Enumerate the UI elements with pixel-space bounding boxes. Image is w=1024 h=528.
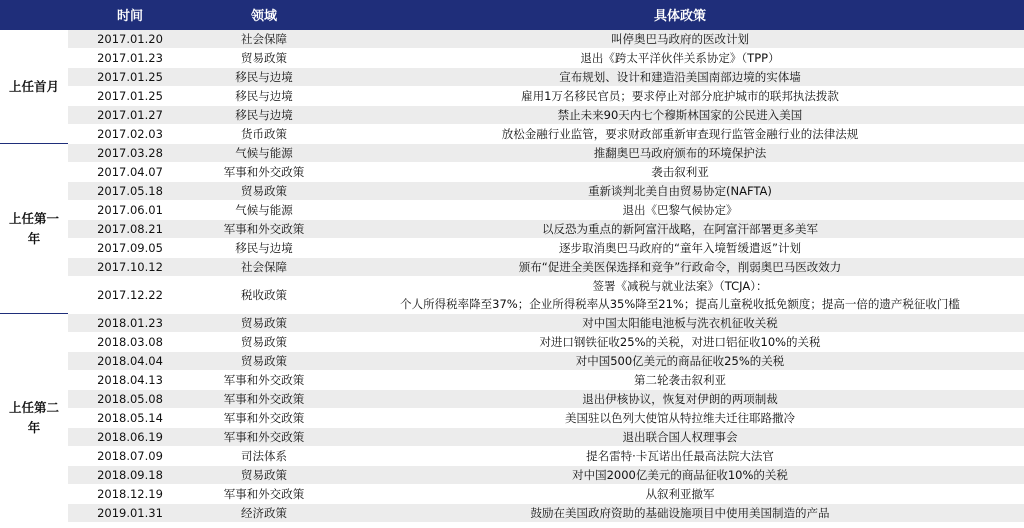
table-header-row bbox=[0, 0, 1024, 30]
policy-cell: 对中国500亿美元的商品征收25%的关税 bbox=[336, 352, 1024, 371]
area-cell: 贸易政策 bbox=[192, 182, 336, 201]
area-cell: 移民与边境 bbox=[192, 106, 336, 125]
area-cell: 贸易政策 bbox=[192, 352, 336, 371]
table-body bbox=[0, 30, 1024, 523]
header-policy: 具体政策 bbox=[336, 0, 1024, 30]
table-row bbox=[0, 258, 1024, 277]
policy-cell: 逐步取消奥巴马政府的“童年入境暂缓遣返”计划 bbox=[336, 239, 1024, 258]
table-row bbox=[0, 125, 1024, 144]
table-row bbox=[0, 87, 1024, 106]
date-cell: 2019.01.31 bbox=[68, 504, 192, 523]
period-label: 上任第一年 bbox=[0, 144, 68, 314]
area-cell: 气候与能源 bbox=[192, 201, 336, 220]
table-row bbox=[0, 390, 1024, 409]
policy-cell: 退出伊核协议，恢复对伊朗的两项制裁 bbox=[336, 390, 1024, 409]
date-cell: 2017.06.01 bbox=[68, 201, 192, 220]
area-cell: 军事和外交政策 bbox=[192, 409, 336, 428]
date-cell: 2017.02.03 bbox=[68, 125, 192, 144]
date-cell: 2018.05.08 bbox=[68, 390, 192, 409]
area-cell: 货币政策 bbox=[192, 125, 336, 144]
area-cell: 贸易政策 bbox=[192, 466, 336, 485]
table-row bbox=[0, 163, 1024, 182]
date-cell: 2018.04.13 bbox=[68, 371, 192, 390]
table-row bbox=[0, 182, 1024, 201]
date-cell: 2018.07.09 bbox=[68, 447, 192, 466]
area-cell: 军事和外交政策 bbox=[192, 163, 336, 182]
policy-cell: 放松金融行业监管，要求财政部重新审查现行监管金融行业的法律法规 bbox=[336, 125, 1024, 144]
date-cell: 2017.01.27 bbox=[68, 106, 192, 125]
table-row bbox=[0, 485, 1024, 504]
table-row bbox=[0, 239, 1024, 258]
area-cell: 社会保障 bbox=[192, 258, 336, 277]
date-cell: 2018.04.04 bbox=[68, 352, 192, 371]
date-cell: 2018.01.23 bbox=[68, 314, 192, 333]
date-cell: 2017.03.28 bbox=[68, 144, 192, 163]
policy-cell: 退出《巴黎气候协定》 bbox=[336, 201, 1024, 220]
area-cell: 贸易政策 bbox=[192, 314, 336, 333]
area-cell: 军事和外交政策 bbox=[192, 220, 336, 239]
date-cell: 2018.05.14 bbox=[68, 409, 192, 428]
table-row bbox=[0, 333, 1024, 352]
header-area: 领域 bbox=[192, 0, 336, 30]
period-label: 上任首月 bbox=[0, 30, 68, 144]
area-cell: 军事和外交政策 bbox=[192, 485, 336, 504]
date-cell: 2017.12.22 bbox=[68, 277, 192, 314]
table-row bbox=[0, 201, 1024, 220]
header-period bbox=[0, 0, 68, 30]
date-cell: 2017.09.05 bbox=[68, 239, 192, 258]
policy-cell: 颁布“促进全美医保选择和竞争”行政命令，削弱奥巴马医改效力 bbox=[336, 258, 1024, 277]
policy-cell: 宣布规划、设计和建造沿美国南部边境的实体墙 bbox=[336, 68, 1024, 87]
policy-cell: 从叙利亚撤军 bbox=[336, 485, 1024, 504]
date-cell: 2018.12.19 bbox=[68, 485, 192, 504]
table-row bbox=[0, 371, 1024, 390]
table-row bbox=[0, 49, 1024, 68]
date-cell: 2018.09.18 bbox=[68, 466, 192, 485]
area-cell: 移民与边境 bbox=[192, 87, 336, 106]
table-row bbox=[0, 68, 1024, 87]
date-cell: 2017.01.23 bbox=[68, 49, 192, 68]
policy-cell: 禁止未来90天内七个穆斯林国家的公民进入美国 bbox=[336, 106, 1024, 125]
area-cell: 经济政策 bbox=[192, 504, 336, 523]
area-cell: 军事和外交政策 bbox=[192, 371, 336, 390]
date-cell: 2017.01.20 bbox=[68, 30, 192, 49]
policy-cell: 美国驻以色列大使馆从特拉维夫迁往耶路撒冷 bbox=[336, 409, 1024, 428]
area-cell: 军事和外交政策 bbox=[192, 390, 336, 409]
policy-cell: 叫停奥巴马政府的医改计划 bbox=[336, 30, 1024, 49]
policy-cell: 重新谈判北美自由贸易协定(NAFTA) bbox=[336, 182, 1024, 201]
table-row bbox=[0, 30, 1024, 49]
policy-cell: 推翻奥巴马政府颁布的环境保护法 bbox=[336, 144, 1024, 163]
table-row bbox=[0, 504, 1024, 523]
policy-cell bbox=[336, 277, 1024, 314]
area-cell: 移民与边境 bbox=[192, 68, 336, 87]
area-cell: 税收政策 bbox=[192, 277, 336, 314]
table-row bbox=[0, 409, 1024, 428]
policy-cell: 提名雷特·卡瓦诺出任最高法院大法官 bbox=[336, 447, 1024, 466]
policy-cell: 雇用1万名移民官员；要求停止对部分庇护城市的联邦执法拨款 bbox=[336, 87, 1024, 106]
table-row bbox=[0, 220, 1024, 239]
table-row bbox=[0, 352, 1024, 371]
date-cell: 2018.03.08 bbox=[68, 333, 192, 352]
policy-cell: 鼓励在美国政府资助的基础设施项目中使用美国制造的产品 bbox=[336, 504, 1024, 523]
date-cell: 2017.10.12 bbox=[68, 258, 192, 277]
area-cell: 移民与边境 bbox=[192, 239, 336, 258]
policy-cell: 对中国太阳能电池板与洗衣机征收关税 bbox=[336, 314, 1024, 333]
table-row bbox=[0, 144, 1024, 163]
policy-line-2: 个人所得税率降至37%；企业所得税率从35%降至21%；提高儿童税收抵免额度；提高一倍的遗产税征收门槛 bbox=[400, 297, 960, 311]
date-cell: 2017.04.07 bbox=[68, 163, 192, 182]
table-row bbox=[0, 447, 1024, 466]
policy-cell: 第二轮袭击叙利亚 bbox=[336, 371, 1024, 390]
area-cell: 司法体系 bbox=[192, 447, 336, 466]
table-row bbox=[0, 314, 1024, 333]
date-cell: 2017.01.25 bbox=[68, 87, 192, 106]
area-cell: 社会保障 bbox=[192, 30, 336, 49]
area-cell: 气候与能源 bbox=[192, 144, 336, 163]
header-date: 时间 bbox=[68, 0, 192, 30]
table-row bbox=[0, 466, 1024, 485]
policy-cell: 以反恐为重点的新阿富汗战略，在阿富汗部署更多美军 bbox=[336, 220, 1024, 239]
table-row bbox=[0, 277, 1024, 314]
area-cell: 贸易政策 bbox=[192, 49, 336, 68]
date-cell: 2017.08.21 bbox=[68, 220, 192, 239]
period-label: 上任第二年 bbox=[0, 314, 68, 523]
date-cell: 2017.05.18 bbox=[68, 182, 192, 201]
table-row bbox=[0, 106, 1024, 125]
date-cell: 2018.06.19 bbox=[68, 428, 192, 447]
policy-cell: 袭击叙利亚 bbox=[336, 163, 1024, 182]
policy-cell: 对中国2000亿美元的商品征收10%的关税 bbox=[336, 466, 1024, 485]
date-cell: 2017.01.25 bbox=[68, 68, 192, 87]
policy-cell: 对进口钢铁征收25%的关税，对进口铝征收10%的关税 bbox=[336, 333, 1024, 352]
policy-cell: 退出《跨太平洋伙伴关系协定》（TPP） bbox=[336, 49, 1024, 68]
policy-cell: 退出联合国人权理事会 bbox=[336, 428, 1024, 447]
area-cell: 贸易政策 bbox=[192, 333, 336, 352]
table-row bbox=[0, 428, 1024, 447]
area-cell: 军事和外交政策 bbox=[192, 428, 336, 447]
policy-line-1: 签署《减税与就业法案》（TCJA）： bbox=[592, 279, 768, 293]
